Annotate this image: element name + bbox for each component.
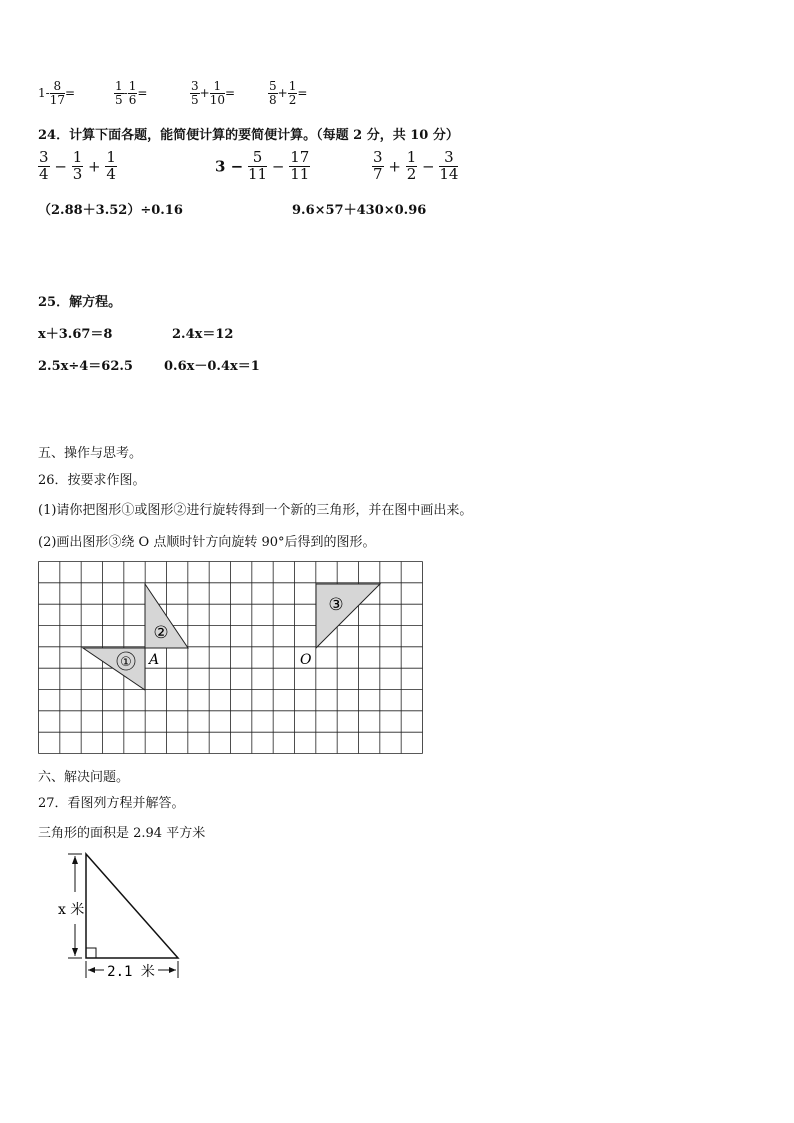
right-angle-marker bbox=[86, 948, 96, 958]
expr-23-4: $\frac{5}{8}$ + $\frac{1}{2}$ = bbox=[269, 79, 308, 107]
point-o-label: O bbox=[300, 652, 312, 668]
expr-23-2: $\frac{1}{5}$ - $\frac{1}{6}$ = bbox=[115, 79, 148, 107]
q27-title: 27．看图列方程并解答。 bbox=[38, 796, 185, 811]
q26-title: 26．按要求作图。 bbox=[38, 473, 146, 488]
q24-expr-4: （2.88＋3.52）÷0.16 bbox=[38, 203, 183, 218]
label-2: ② bbox=[153, 623, 169, 643]
expr-23-1: 1- $\frac{8}{17}$ = bbox=[38, 79, 76, 107]
q24-expr-2: 3 − $\frac{5}{11}$ − $\frac{17}{11}$ bbox=[215, 148, 310, 183]
q24-expr-5: 9.6×57＋430×0.96 bbox=[292, 203, 427, 218]
triangle-1-shape bbox=[83, 648, 145, 690]
section-6-heading: 六、解决问题。 bbox=[38, 770, 130, 785]
q24-expr-3: $\frac{3}{7}$ + $\frac{1}{2}$ − $\frac{3}{14}$ bbox=[373, 148, 459, 183]
q25-eq-3: 2.5x÷4＝62.5 bbox=[38, 359, 133, 374]
point-a-label: A bbox=[149, 652, 160, 668]
q27-text: 三角形的面积是 2.94 平方米 bbox=[38, 826, 206, 841]
q25-title: 25．解方程。 bbox=[38, 295, 122, 310]
base-label: 2.1 米 bbox=[107, 964, 155, 980]
section-5-heading: 五、操作与思考。 bbox=[38, 446, 143, 461]
q26-part-1: (1)请你把图形①或图形②进行旋转得到一个新的三角形，并在图中画出来。 bbox=[38, 503, 473, 518]
q24-expr-1: $\frac{3}{4}$ − $\frac{1}{3}$ + $\frac{1}{4}$ bbox=[39, 148, 116, 183]
rotation-grid-figure bbox=[38, 561, 424, 757]
q25-eq-4: 0.6x－0.4x＝1 bbox=[164, 359, 260, 374]
q25-eq-2: 2.4x＝12 bbox=[172, 327, 234, 342]
height-label: x 米 bbox=[58, 902, 85, 918]
q24-title: 24．计算下面各题，能简便计算的要简便计算。（每题 2 分，共 10 分） bbox=[38, 128, 459, 143]
q26-part-2: (2)画出图形③绕 O 点顺时针方向旋转 90°后得到的图形。 bbox=[38, 535, 376, 550]
triangle-3-shape bbox=[316, 584, 380, 648]
label-3: ③ bbox=[328, 595, 344, 615]
q25-eq-1: x＋3.67＝8 bbox=[38, 327, 113, 342]
right-triangle-shape bbox=[86, 854, 178, 958]
right-triangle-figure bbox=[38, 848, 188, 982]
expr-23-3: $\frac{3}{5}$ + $\frac{1}{10}$ = bbox=[191, 79, 236, 107]
label-1: ① bbox=[120, 655, 132, 670]
